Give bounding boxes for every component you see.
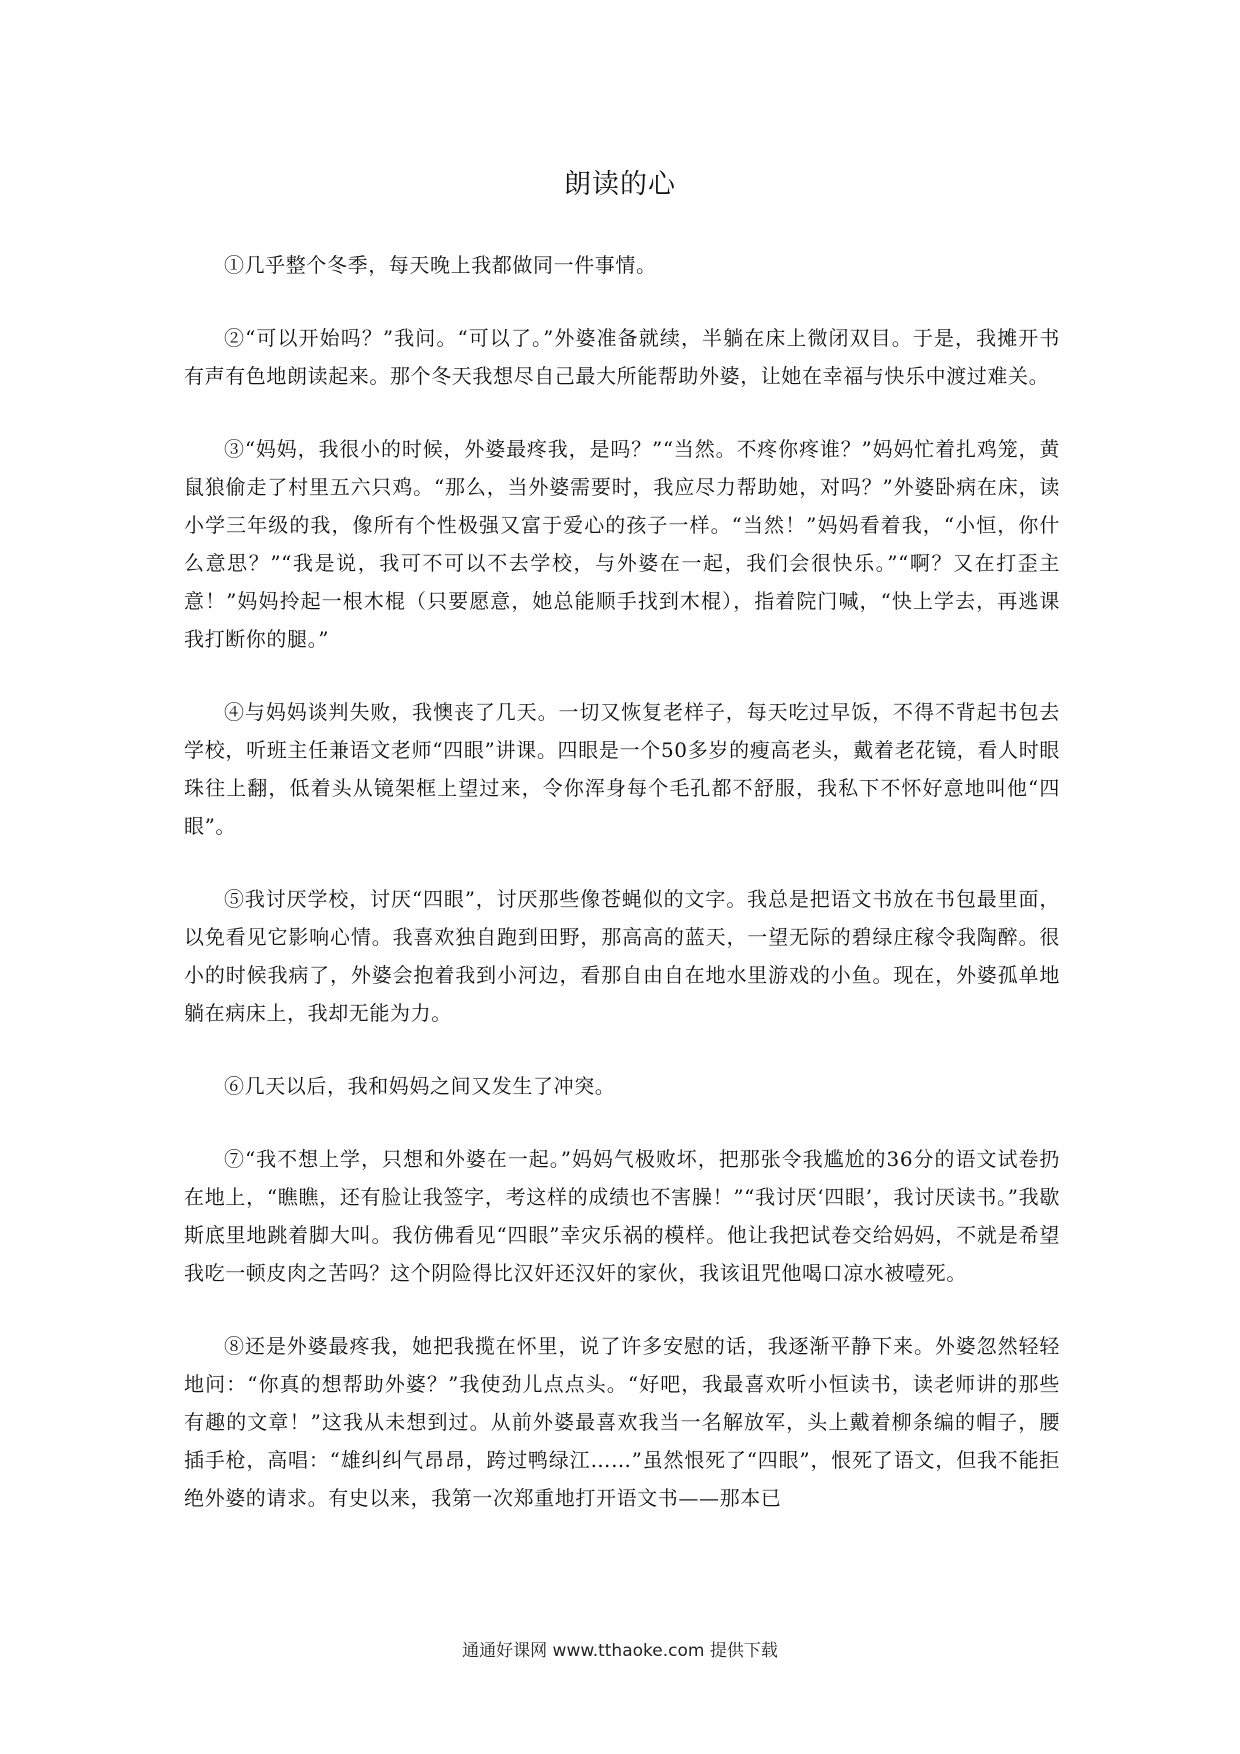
paragraph-7: ⑦“我不想上学，只想和外婆在一起。”妈妈气极败坏，把那张令我尴尬的36分的语文试卷扔在地上，“瞧瞧，还有脸让我签字，考这样的成绩也不害臊！”“我讨厌‘四眼’，我讨厌读书。”我歇斯底里地跳着脚大叫。我仿佛看见“四眼”幸灾乐祸的模样。他让我把试卷交给妈妈，不就是希望我吃一顿皮肉之苦吗？这个阴险得比汉奸还汉奸的家伙，我该诅咒他喝口凉水被噎死。	[184, 1147, 1060, 1285]
paragraph-1: ①几乎整个冬季，每天晚上我都做同一件事情。	[224, 253, 657, 277]
paragraph-8: ⑧还是外婆最疼我，她把我揽在怀里，说了许多安慰的话，我逐渐平静下来。外婆忽然轻轻地问：“你真的想帮助外婆？”我使劲儿点点头。“好吧，我最喜欢听小恒读书，读老师讲的那些有趣的文章！”这我从未想到过。从前外婆最喜欢我当一名解放军，头上戴着柳条编的帽子，腰插手枪，高唱：“雄纠纠气昂昂，跨过鸭绿江……”虽然恨死了“四眼”，恨死了语文，但我不能拒绝外婆的请求。有史以来，我第一次郑重地打开语文书——那本已	[184, 1334, 1060, 1510]
paragraph-4: ④与妈妈谈判失败，我懊丧了几天。一切又恢复老样子，每天吃过早饭，不得不背起书包去学校，听班主任兼语文老师“四眼”讲课。四眼是一个50多岁的瘦高老头，戴着老花镜，看人时眼珠往上翻，低着头从镜架框上望过来，令你浑身每个毛孔都不舒服，我私下不怀好意地叫他“四眼”。	[184, 700, 1060, 838]
paragraph-3: ③“妈妈，我很小的时候，外婆最疼我，是吗？”“当然。不疼你疼谁？”妈妈忙着扎鸡笼，黄鼠狼偷走了村里五六只鸡。“那么，当外婆需要时，我应尽力帮助她，对吗？”外婆卧病在床，读小学三年级的我，像所有个性极强又富于爱心的孩子一样。“当然！”妈妈看着我，“小恒，你什么意思？”“我是说，我可不可以不去学校，与外婆在一起，我们会很快乐。”“啊？又在打歪主意！”妈妈拎起一根木棍（只要愿意，她总能顺手找到木棍），指着院门喊，“快上学去，再逃课我打断你的腿。”	[184, 437, 1060, 651]
page-footer: 通通好课网 www.tthaoke.com 提供下载	[462, 1641, 778, 1661]
paragraph-2: ②“可以开始吗？”我问。“可以了。”外婆准备就续，半躺在床上微闭双目。于是，我摊开书有声有色地朗读起来。那个冬天我想尽自己最大所能帮助外婆，让她在幸福与快乐中渡过难关。	[184, 326, 1060, 388]
document-title: 朗读的心	[564, 169, 676, 200]
paragraph-6: ⑥几天以后，我和妈妈之间又发生了冲突。	[224, 1074, 616, 1098]
article-body	[184, 246, 1060, 1552]
paragraph-5: ⑤我讨厌学校，讨厌“四眼”，讨厌那些像苍蝇似的文字。我总是把语文书放在书包最里面，以免看见它影响心情。我喜欢独自跑到田野，那高高的蓝天，一望无际的碧绿庄稼令我陶醉。很小的时候我病了，外婆会抱着我到小河边，看那自由自在地水里游戏的小鱼。现在，外婆孤单地躺在病床上，我却无能为力。	[184, 887, 1060, 1025]
